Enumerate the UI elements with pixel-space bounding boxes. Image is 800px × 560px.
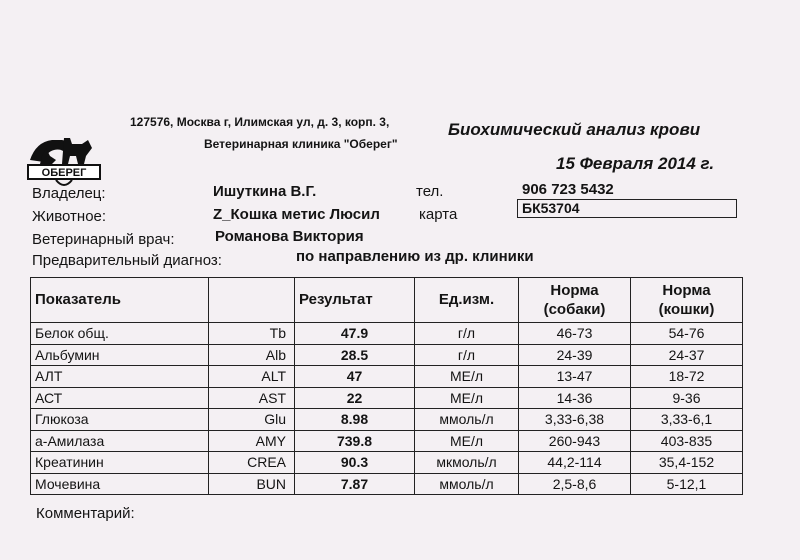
- cell-code: CREA: [209, 452, 295, 474]
- cell-indicator: Креатинин: [31, 452, 209, 474]
- table-row: [31, 323, 743, 345]
- table-row: [31, 430, 743, 452]
- cell-norm-cats: 24-37: [631, 344, 743, 366]
- cell-unit: МЕ/л: [415, 430, 519, 452]
- cell-indicator: Белок общ.: [31, 323, 209, 345]
- card-label: карта: [419, 206, 458, 223]
- cell-indicator: АСТ: [31, 387, 209, 409]
- cell-code: BUN: [209, 473, 295, 495]
- cell-code: Tb: [209, 323, 295, 345]
- cell-unit: ммоль/л: [415, 473, 519, 495]
- table-row: [31, 452, 743, 474]
- cell-unit: МЕ/л: [415, 387, 519, 409]
- cell-result: 90.3: [295, 452, 415, 474]
- header-indicator: Показатель: [31, 278, 209, 323]
- cell-norm-cats: 5-12,1: [631, 473, 743, 495]
- cell-result: 28.5: [295, 344, 415, 366]
- cell-norm-dogs: 44,2-114: [519, 452, 631, 474]
- cell-norm-dogs: 46-73: [519, 323, 631, 345]
- table-row: [31, 473, 743, 495]
- cell-norm-cats: 403-835: [631, 430, 743, 452]
- animal-value: Z_Кошка метис Люсил: [213, 206, 380, 223]
- document-date: 15 Февраля 2014 г.: [556, 154, 715, 173]
- phone-label: тел.: [416, 183, 444, 200]
- cell-unit: г/л: [415, 344, 519, 366]
- cell-result: 22: [295, 387, 415, 409]
- cell-result: 7.87: [295, 473, 415, 495]
- table-header-row: [31, 278, 743, 323]
- cell-result: 739.8: [295, 430, 415, 452]
- cell-norm-dogs: 2,5-8,6: [519, 473, 631, 495]
- owner-value: Ишуткина В.Г.: [213, 183, 317, 200]
- cell-norm-cats: 3,33-6,1: [631, 409, 743, 431]
- logo-text: ОБЕРЕГ: [41, 167, 87, 179]
- card-number-box: [517, 199, 737, 218]
- header-unit: Ед.изм.: [415, 278, 519, 323]
- clinic-logo: [26, 134, 102, 190]
- results-table: [30, 277, 743, 495]
- owner-label: Владелец:: [32, 185, 106, 202]
- header-result: Результат: [295, 278, 415, 323]
- card-value: БК53704: [522, 200, 580, 216]
- cell-code: AST: [209, 387, 295, 409]
- cell-norm-cats: 18-72: [631, 366, 743, 388]
- clinic-name: Ветеринарная клиника "Оберег": [204, 137, 398, 151]
- cell-indicator: Альбумин: [31, 344, 209, 366]
- vet-label: Ветеринарный врач:: [32, 231, 175, 248]
- cell-indicator: Глюкоза: [31, 409, 209, 431]
- table-row: [31, 387, 743, 409]
- cell-norm-cats: 35,4-152: [631, 452, 743, 474]
- cell-norm-dogs: 260-943: [519, 430, 631, 452]
- cell-unit: г/л: [415, 323, 519, 345]
- cell-norm-dogs: 14-36: [519, 387, 631, 409]
- cell-code: Glu: [209, 409, 295, 431]
- cell-indicator: Мочевина: [31, 473, 209, 495]
- cell-indicator: АЛТ: [31, 366, 209, 388]
- cell-norm-dogs: 24-39: [519, 344, 631, 366]
- header-code: [209, 278, 295, 323]
- diagnosis-value: по направлению из др. клиники: [296, 248, 534, 265]
- diagnosis-label: Предварительный диагноз:: [32, 252, 222, 269]
- cell-norm-cats: 9-36: [631, 387, 743, 409]
- header-norm-cats: Норма (кошки): [631, 278, 743, 323]
- table-row: [31, 344, 743, 366]
- cell-code: AMY: [209, 430, 295, 452]
- cell-indicator: а-Амилаза: [31, 430, 209, 452]
- cell-code: Alb: [209, 344, 295, 366]
- animal-label: Животное:: [32, 208, 107, 225]
- document-title: Биохимический анализ крови: [448, 120, 701, 139]
- table-row: [31, 366, 743, 388]
- cell-unit: МЕ/л: [415, 366, 519, 388]
- cell-result: 47: [295, 366, 415, 388]
- clinic-address: 127576, Москва г, Илимская ул, д. 3, корп. 3,: [130, 115, 390, 129]
- cell-code: ALT: [209, 366, 295, 388]
- comment-label: Комментарий:: [36, 505, 135, 522]
- header-norm-dogs: Норма (собаки): [519, 278, 631, 323]
- cell-unit: мкмоль/л: [415, 452, 519, 474]
- cell-unit: ммоль/л: [415, 409, 519, 431]
- vet-value: Романова Виктория: [215, 228, 364, 245]
- table-row: [31, 409, 743, 431]
- cell-result: 47.9: [295, 323, 415, 345]
- cell-norm-dogs: 3,33-6,38: [519, 409, 631, 431]
- paw-animals-icon: [26, 134, 102, 190]
- phone-value: 906 723 5432: [522, 181, 614, 198]
- cell-result: 8.98: [295, 409, 415, 431]
- cell-norm-dogs: 13-47: [519, 366, 631, 388]
- cell-norm-cats: 54-76: [631, 323, 743, 345]
